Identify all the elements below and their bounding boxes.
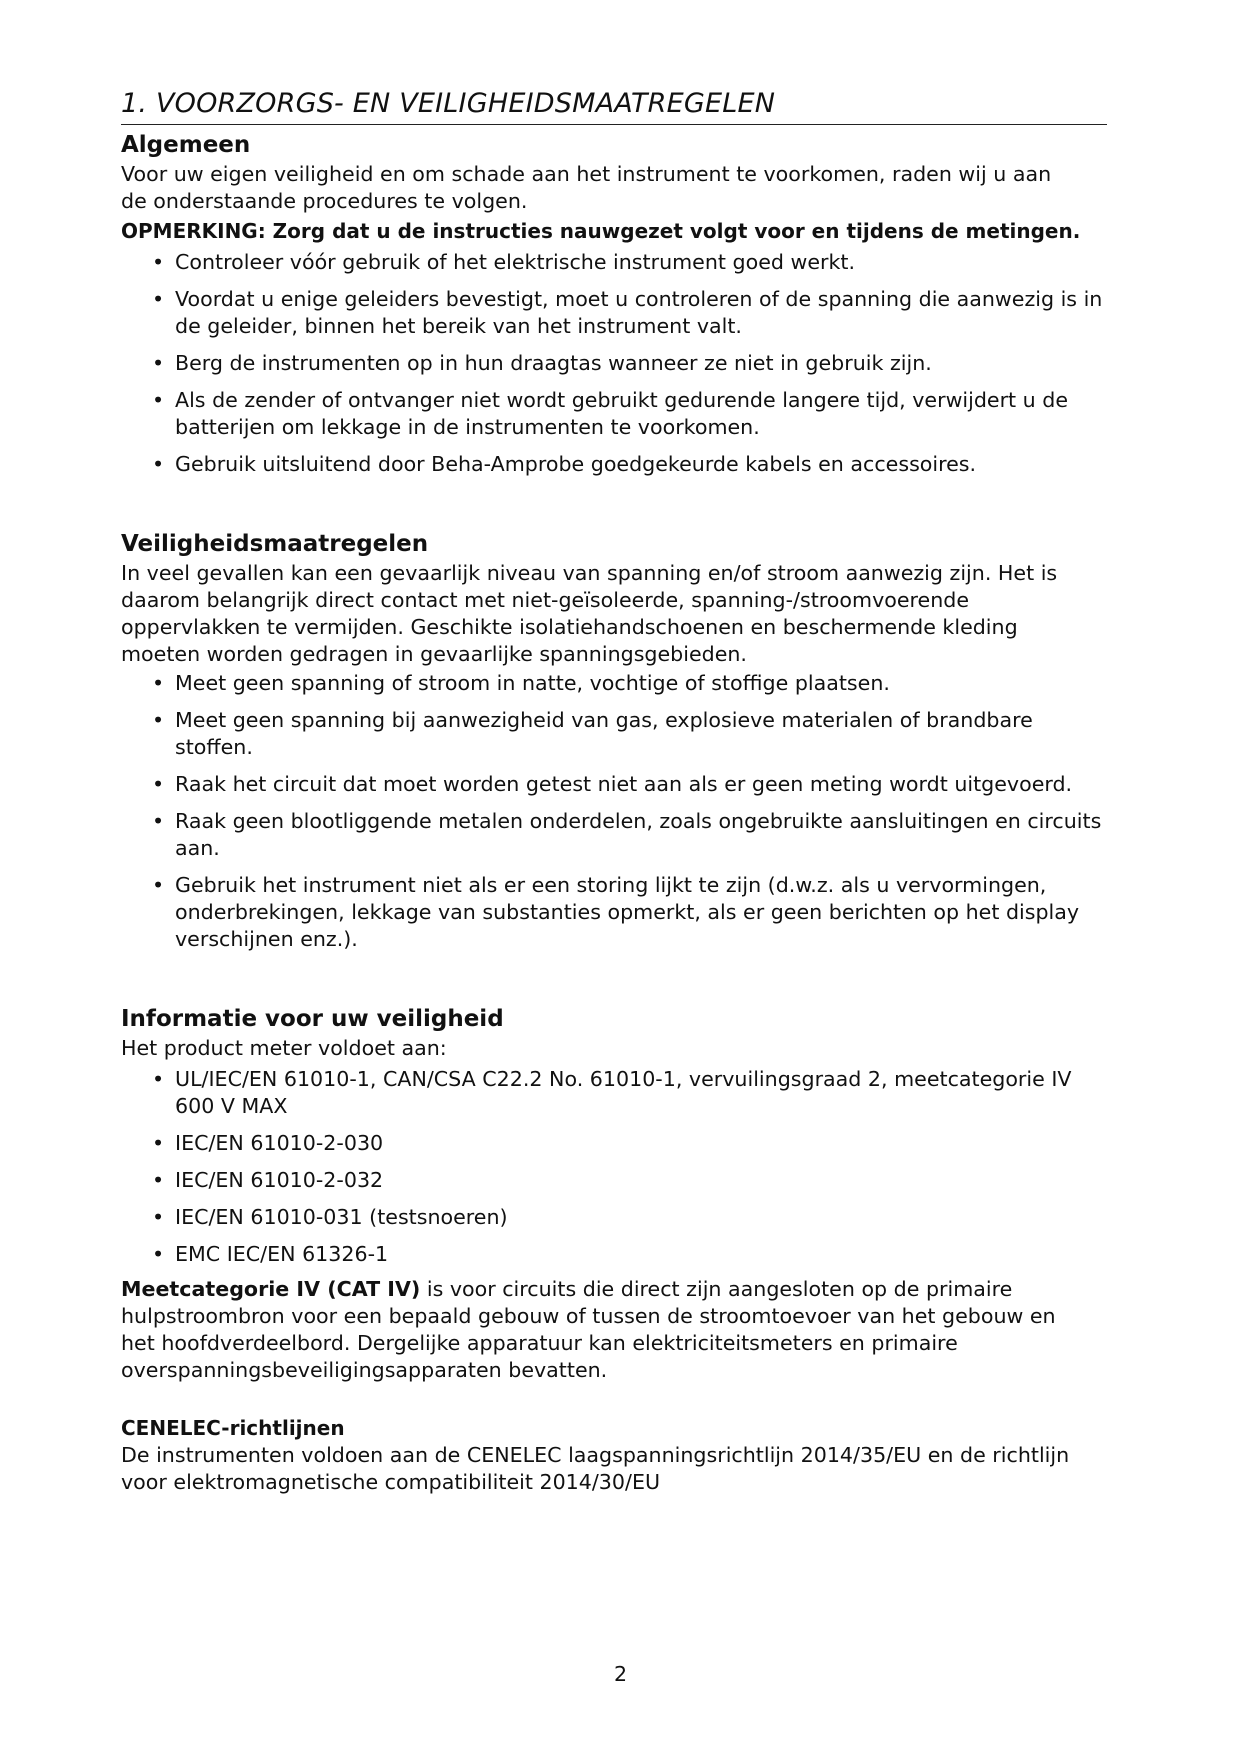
list-item: • Meet geen spanning of stroom in natte, vochtige of stoffige plaatsen. [152, 671, 890, 695]
list-item: • Als de zender of ontvanger niet wordt gebruikt gedurende langere tijd, verwijdert u de batterijen om lekkage in de instrumenten te voorkomen. [152, 388, 1069, 439]
page-number: 2 [613, 1662, 628, 1686]
cenelec-heading: CENELEC-richtlijnen [121, 1416, 345, 1440]
list-item: • Raak geen blootliggende metalen onderdelen, zoals ongebruikte aansluitingen en circuits aan. [152, 809, 1102, 860]
list-item: • EMC IEC/EN 61326-1 [152, 1242, 389, 1266]
general-intro: Voor uw eigen veiligheid en om schade aan het instrument te voorkomen, raden wij u aan de onderstaande procedures te volgen. [121, 162, 1052, 213]
page-content [121, 86, 1107, 1496]
list-item: • Raak het circuit dat moet worden getest niet aan als er geen meting wordt uitgevoerd. [152, 772, 1073, 796]
list-item: • Berg de instrumenten op in hun draagtas wanneer ze niet in gebruik zijn. [152, 351, 932, 375]
list-item: • UL/IEC/EN 61010-1, CAN/CSA C22.2 No. 61010-1, vervuilingsgraad 2, meetcategorie IV 600 V MAX [152, 1067, 1072, 1118]
general-note: OPMERKING: Zorg dat u de instructies nauwgezet volgt voor en tijdens de metingen. [121, 219, 1081, 243]
list-item: • IEC/EN 61010-031 (testsnoeren) [152, 1205, 508, 1229]
chapter-title: 1. VOORZORGS- EN VEILIGHEIDSMAATREGELEN [121, 86, 1107, 125]
info-bullet-list [121, 1066, 1107, 1268]
list-item: • Gebruik uitsluitend door Beha-Amprobe goedgekeurde kabels en accessoires. [152, 452, 977, 476]
info-heading: Informatie voor uw veiligheid [121, 1006, 504, 1032]
list-item: • Voordat u enige geleiders bevestigt, moet u controleren of de spanning die aanwezig is in de geleider, binnen het bereik van het instrument valt. [152, 287, 1103, 338]
general-section [121, 129, 1107, 478]
safety-intro: In veel gevallen kan een gevaarlijk niveau van spanning en/of stroom aanwezig zijn. Het is daarom belangrijk direct contact met niet-geïsoleerde, spanning-/stroomvoerende oppervlakken te vermijden. Geschikte isolatiehandschoenen en beschermende kleding moeten worden gedragen in gevaarlijke spanningsgebieden. [121, 561, 1058, 666]
safety-section [121, 528, 1107, 953]
cat-iv-paragraph [121, 1276, 1081, 1384]
cenelec-section [121, 1414, 1107, 1496]
safety-bullet-list [121, 670, 1107, 953]
list-item: • IEC/EN 61010-2-030 [152, 1131, 384, 1155]
safety-heading: Veiligheidsmaatregelen [121, 531, 429, 557]
list-item: • Meet geen spanning bij aanwezigheid van gas, explosieve materialen of brandbare stoffen. [152, 708, 1033, 759]
cat-iv-term: Meetcategorie IV (CAT IV) [121, 1277, 421, 1301]
general-heading: Algemeen [121, 132, 251, 158]
info-intro: Het product meter voldoet aan: [121, 1036, 447, 1060]
cenelec-text: De instrumenten voldoen aan de CENELEC laagspanningsrichtlijn 2014/35/EU en de richtlijn voor elektromagnetische compatibiliteit 2014/30/EU [121, 1443, 1070, 1494]
list-item: • Controleer vóór gebruik of het elektrische instrument goed werkt. [152, 250, 856, 274]
list-item: • Gebruik het instrument niet als er een storing lijkt te zijn (d.w.z. als u vervormingen, onderbrekingen, lekkage van substanties opmerkt, als er geen berichten op het display verschijnen enz.). [152, 873, 1080, 951]
info-section [121, 1003, 1107, 1384]
cat-iv-description: is voor circuits die direct zijn aangesloten op de primaire hulpstroombron voor een bepaald gebouw of tussen de stroomtoevoer van het gebouw en het hoofdverdeelbord. Dergelijke apparatuur kan elektriciteitsmeters en primaire overspanningsbeveiligingsapparaten bevatten. [121, 1277, 1056, 1382]
list-item: • IEC/EN 61010-2-032 [152, 1168, 384, 1192]
general-bullet-list [121, 249, 1107, 478]
